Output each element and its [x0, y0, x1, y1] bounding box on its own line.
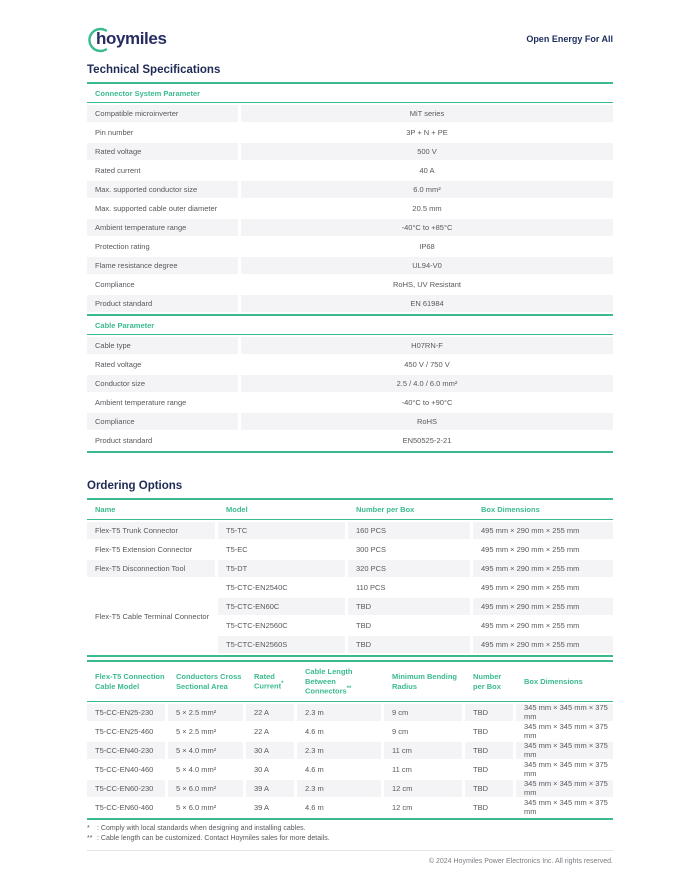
spec-value: -40°C to +85°C: [241, 219, 613, 236]
section-header: Cable Parameter: [87, 316, 613, 335]
model-cell: T5-CTC-EN60C: [218, 598, 345, 615]
dims-cell: 495 mm × 290 mm × 255 mm: [473, 636, 613, 653]
radius-cell: 12 cm: [392, 802, 413, 812]
name-cell: Flex-T5 Trunk Connector: [87, 522, 215, 539]
spec-label: Product standard: [95, 436, 153, 445]
area-cell: 5 × 4.0 mm²: [176, 764, 217, 774]
current-cell: 39 A: [254, 802, 270, 812]
table-row: [87, 295, 613, 312]
radius-cell: 9 cm: [392, 726, 409, 736]
spec-value: RoHS, UV Resistant: [393, 280, 461, 289]
table-row: [87, 337, 613, 354]
model-cell: T5-CTC-EN2560S: [218, 636, 345, 653]
spec-value: 500 V: [241, 143, 613, 160]
merged-subrows: [218, 579, 613, 655]
model-cell: T5-DT: [218, 560, 345, 577]
brand-tagline: Open Energy For All: [526, 34, 613, 44]
table-row: [87, 413, 613, 430]
spec-label: Product standard: [87, 295, 238, 312]
model-cell: T5-CTC-EN2560C: [226, 620, 288, 630]
area-cell: 5 × 4.0 mm²: [168, 742, 243, 759]
qty-cell: TBD: [473, 764, 488, 774]
table-row: [87, 162, 613, 179]
table-row: [87, 200, 613, 217]
qty-cell: TBD: [473, 726, 488, 736]
spec-value: EN50525-2-21: [402, 436, 452, 445]
length-cell: 2.3 m: [297, 780, 381, 797]
model-cell: T5-CC-EN40-460: [95, 764, 154, 774]
table-row: [87, 742, 613, 759]
ordering-table-1: [87, 498, 613, 657]
table-row: [218, 636, 613, 653]
name-cell: Flex-T5 Extension Connector: [95, 544, 193, 554]
current-cell: 30 A: [254, 764, 270, 774]
column-header: Model: [226, 505, 248, 514]
spec-value: 6.0 mm²: [241, 181, 613, 198]
length-cell: 4.6 m: [305, 802, 324, 812]
footnote-text: : Cable length can be customized. Contact Hoymiles sales for more details.: [97, 835, 330, 842]
cable-parameter-section: [87, 314, 613, 449]
table-row: [87, 522, 613, 539]
copyright-text: © 2024 Hoymiles Power Electronics Inc. All rights reserved.: [428, 857, 613, 865]
spec-value: H07RN-F: [241, 337, 613, 354]
spec-label: Max. supported cable outer diameter: [95, 204, 218, 213]
table-row: [87, 143, 613, 160]
dims-cell: 495 mm × 290 mm × 255 mm: [473, 522, 613, 539]
page-header: [87, 22, 613, 56]
area-cell: 5 × 6.0 mm²: [176, 802, 217, 812]
current-cell: 39 A: [246, 780, 294, 797]
table-row: [87, 541, 613, 558]
name-cell: Flex-T5 Disconnection Tool: [87, 560, 215, 577]
spec-value: EN 61984: [241, 295, 613, 312]
footer-divider: [87, 850, 613, 851]
spec-label: Pin number: [95, 128, 134, 137]
spec-value: -40°C to +90°C: [401, 398, 453, 407]
section-header: Connector System Parameter: [87, 84, 613, 103]
logo-wordmark: hoymiles: [96, 29, 167, 48]
spec-label: Rated voltage: [87, 143, 238, 160]
merged-name-cell: Flex-T5 Cable Terminal Connector: [95, 612, 210, 622]
table-row: [87, 219, 613, 236]
qty-cell: TBD: [348, 636, 470, 653]
qty-cell: 320 PCS: [348, 560, 470, 577]
radius-cell: 9 cm: [384, 704, 462, 721]
footnotes: [87, 824, 613, 845]
dims-cell: 345 mm × 345 mm × 375 mm: [524, 798, 608, 816]
length-cell: 2.3 m: [297, 742, 381, 759]
column-header: Number per Box: [356, 505, 415, 514]
table-row: [87, 276, 613, 293]
radius-cell: 11 cm: [384, 742, 462, 759]
column-header: Rated Current*: [254, 671, 284, 691]
merged-row-group: [87, 579, 613, 655]
spec-label: Conductor size: [87, 375, 238, 392]
spec-label: Ambient temperature range: [87, 219, 238, 236]
table-row: [87, 761, 613, 778]
column-header: Box Dimensions: [524, 676, 583, 686]
length-cell: 4.6 m: [305, 764, 324, 774]
spec-value: 3P + N + PE: [406, 128, 448, 137]
footnote-marker: *: [87, 824, 90, 832]
footnote-text: : Comply with local standards when designing and installing cables.: [97, 824, 306, 832]
qty-cell: TBD: [465, 780, 513, 797]
spec-value: MiT series: [241, 105, 613, 122]
footnote-marker: **: [87, 835, 93, 842]
area-cell: 5 × 2.5 mm²: [168, 704, 243, 721]
qty-cell: TBD: [465, 704, 513, 721]
table-row: [218, 598, 613, 615]
dims-cell: 345 mm × 345 mm × 375 mm: [516, 742, 613, 759]
spec-value: UL94-V0: [241, 257, 613, 274]
table-row: [218, 617, 613, 634]
hoymiles-logo: [87, 25, 167, 53]
ordering-table-2: [87, 660, 613, 820]
column-header: Number per Box: [473, 671, 502, 691]
table-row: [87, 394, 613, 411]
qty-cell: TBD: [473, 802, 488, 812]
spec-label: Rated voltage: [95, 360, 142, 369]
qty-cell: TBD: [356, 620, 371, 630]
dims-cell: 495 mm × 290 mm × 255 mm: [481, 582, 580, 592]
footnote-ref: **: [346, 686, 352, 693]
spec-label: Flame resistance degree: [87, 257, 238, 274]
model-cell: T5-CC-EN25-230: [87, 704, 165, 721]
current-cell: 30 A: [246, 742, 294, 759]
dims-cell: 345 mm × 345 mm × 375 mm: [516, 704, 613, 721]
column-header: Cable Length Between Connectors**: [305, 666, 353, 696]
table-row: [87, 181, 613, 198]
spec-value: 40 A: [419, 166, 435, 175]
dims-cell: 345 mm × 345 mm × 375 mm: [524, 760, 608, 778]
column-header: Name: [95, 505, 116, 514]
qty-cell: 110 PCS: [356, 582, 386, 592]
spec-value: 450 V / 750 V: [404, 360, 450, 369]
table-row: [87, 257, 613, 274]
table-row: [87, 704, 613, 721]
length-cell: 4.6 m: [305, 726, 324, 736]
radius-cell: 12 cm: [384, 780, 462, 797]
footnote-line: [87, 824, 613, 835]
spec-label: Max. supported conductor size: [87, 181, 238, 198]
area-cell: 5 × 6.0 mm²: [168, 780, 243, 797]
spec-label: Compatible microinverter: [87, 105, 238, 122]
dims-cell: 495 mm × 290 mm × 255 mm: [473, 598, 613, 615]
table-row: [87, 105, 613, 122]
model-cell: T5-CC-EN60-230: [87, 780, 165, 797]
spec-label: Cable type: [87, 337, 238, 354]
spec-value: 20.5 mm: [412, 204, 442, 213]
model-cell: T5-CC-EN40-230: [87, 742, 165, 759]
table-header-row: [87, 500, 613, 520]
current-cell: 22 A: [246, 704, 294, 721]
table-row: [87, 238, 613, 255]
spec-label: Protection rating: [95, 242, 150, 251]
radius-cell: 11 cm: [392, 764, 412, 774]
model-cell: T5-CC-EN25-460: [95, 726, 154, 736]
area-cell: 5 × 2.5 mm²: [176, 726, 217, 736]
spec-label: Ambient temperature range: [95, 398, 187, 407]
tech-specs-title: Technical Specifications: [87, 64, 221, 76]
table-row: [87, 356, 613, 373]
tech-specs-table: [87, 82, 613, 453]
model-cell: T5-CC-EN60-460: [95, 802, 154, 812]
model-cell: T5-TC: [218, 522, 345, 539]
spec-label: Compliance: [87, 413, 238, 430]
column-header: Box Dimensions: [481, 505, 540, 514]
table-row: [87, 124, 613, 141]
spec-value: 2.5 / 4.0 / 6.0 mm²: [241, 375, 613, 392]
logo-arc-icon: [87, 26, 111, 54]
column-header: Flex-T5 Connection Cable Model: [95, 671, 165, 691]
dims-cell: 345 mm × 345 mm × 375 mm: [516, 780, 613, 797]
ordering-options-title: Ordering Options: [87, 480, 183, 492]
spec-value: IP68: [419, 242, 435, 251]
spec-label: Compliance: [95, 280, 135, 289]
spec-label: Rated current: [95, 166, 141, 175]
dims-cell: 495 mm × 290 mm × 255 mm: [481, 620, 580, 630]
table-header-row: [87, 662, 613, 702]
table-row: [87, 723, 613, 740]
model-cell: T5-EC: [226, 544, 248, 554]
table-row: [87, 799, 613, 816]
footnote-ref: *: [281, 681, 284, 688]
length-cell: 2.3 m: [297, 704, 381, 721]
dims-cell: 495 mm × 290 mm × 255 mm: [473, 560, 613, 577]
qty-cell: TBD: [465, 742, 513, 759]
qty-cell: 160 PCS: [348, 522, 470, 539]
table-row: [87, 780, 613, 797]
spec-value: RoHS: [241, 413, 613, 430]
qty-cell: TBD: [348, 598, 470, 615]
column-header: Conductors Cross Sectional Area: [176, 671, 242, 691]
table-row: [87, 432, 613, 449]
connector-system-section: [87, 84, 613, 312]
dims-cell: 345 mm × 345 mm × 375 mm: [524, 722, 608, 740]
footnote-line: [87, 834, 613, 845]
model-cell: T5-CTC-EN2540C: [226, 582, 288, 592]
qty-cell: 300 PCS: [356, 544, 387, 554]
current-cell: 22 A: [254, 726, 270, 736]
table-row: [87, 560, 613, 577]
column-header: Minimum Bending Radius: [392, 671, 457, 691]
table-row: [218, 579, 613, 596]
table-row: [87, 375, 613, 392]
dims-cell: 495 mm × 290 mm × 255 mm: [481, 544, 580, 554]
